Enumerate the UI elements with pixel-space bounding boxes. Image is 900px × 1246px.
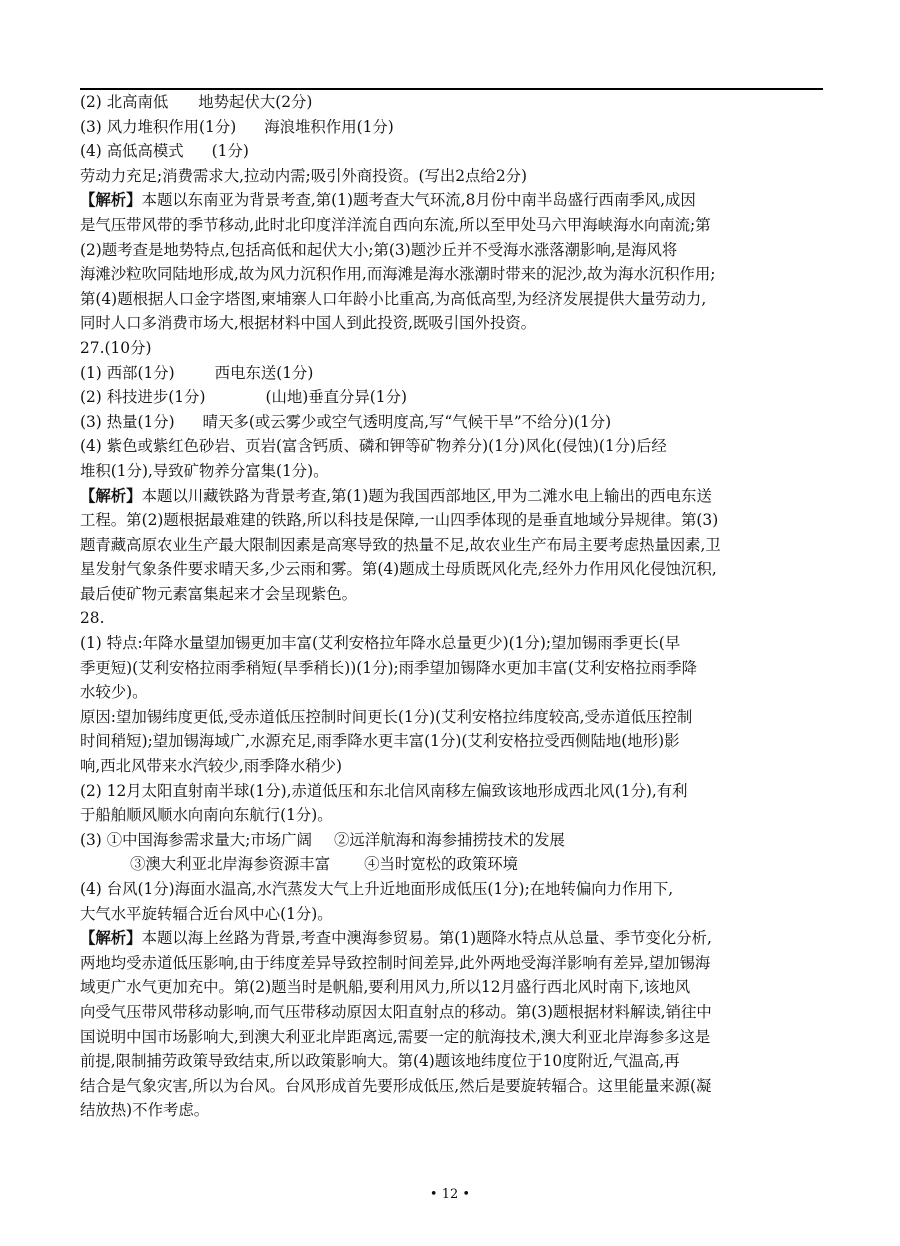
q28-analysis-line: 向受气压带风带移动影响,而气压带移动原因太阳直射点的移动。第(3)题根据材料解读,销往中	[80, 1002, 712, 1021]
q28-analysis-line: 结放热)不作考虑。	[80, 1101, 210, 1120]
q28-analysis-line: 域更广水气更加充中。第(2)题当时是帆船,要利用风力,所以12月盛行西北风时南下,该地风	[80, 978, 691, 997]
q27-answer-1: (1) 西部(1分) 西电东送(1分)	[80, 363, 314, 382]
q28-answer-1-line: 季更短)(艾利安格拉雨季稍短(旱季稍长))(1分);雨季望加锡降水更加丰富(艾利安格拉雨季降	[80, 658, 698, 677]
analysis-tag: 【解析】	[80, 486, 142, 505]
q28-answer-1-line: (1) 特点:年降水量望加锡更加丰富(艾利安格拉年降水总量更少)(1分);望加锡雨季更长(早	[80, 634, 681, 653]
page-number: • 12 •	[429, 1187, 471, 1202]
q28-answer-4-line: 大气水平旋转辐合近台风中心(1分)。	[80, 904, 333, 923]
q27-analysis-line: 星发射气象条件要求晴天多,少云雨和雾。第(4)题成土母质既风化壳,经外力作用风化侵蚀沉积,	[80, 560, 717, 579]
q28-analysis-line: 【解析】本题以海上丝路为背景,考查中澳海参贸易。第(1)题降水特点从总量、季节变化分析,	[80, 929, 712, 948]
q28-answer-3-cont: ③澳大利亚北岸海参资源丰富 ④当时宽松的政策环境	[130, 855, 519, 874]
q28-heading: 28.	[80, 609, 105, 628]
answer-document	[80, 90, 825, 1123]
q26-answer-4-detail: 劳动力充足;消费需求大,拉动内需;吸引外商投资。(写出2点给2分)	[80, 166, 528, 185]
q26-analysis-line: 【解析】本题以东南亚为背景考查,第(1)题考查大气环流,8月份中南半岛盛行西南季风,成因	[80, 191, 696, 210]
q27-heading: 27.(10分)	[80, 338, 152, 357]
q28-analysis-line: 两地均受赤道低压影响,由于纬度差异导致控制时间差异,此外两地受海洋影响有差异,望加锡海	[80, 953, 711, 972]
analysis-tag: 【解析】	[80, 191, 142, 210]
q27-analysis-line: 题青藏高原农业生产最大限制因素是高寒导致的热量不足,故农业生产布局主要考虑热量因素,卫	[80, 535, 721, 554]
q28-answer-1-line: 水较少)。	[80, 683, 148, 702]
q26-analysis-line: (2)题考查是地势特点,包括高低和起伏大小;第(3)题沙丘并不受海水涨落潮影响,是海风将	[80, 240, 678, 259]
q28-answer-1-line: 时间稍短);望加锡海域广,水源充足,雨季降水更丰富(1分)(艾利安格拉受西侧陆地(地形)影	[80, 732, 680, 751]
q26-analysis-line: 第(4)题根据人口金字塔图,柬埔寨人口年龄小比重高,为高低高型,为经济发展提供大量劳动力,	[80, 289, 707, 308]
q28-answer-2-line: (2) 12月太阳直射南半球(1分),赤道低压和东北信风南移左偏致该地形成西北风(1分),有利	[80, 781, 688, 800]
q27-analysis-line: 最后使矿物元素富集起来才会呈现紫色。	[80, 584, 358, 603]
q27-answer-3: (3) 热量(1分) 晴天多(或云雾少或空气透明度高,写“气候干旱”不给分)(1分)	[80, 412, 612, 431]
q27-answer-4-cont: 堆积(1分),导致矿物养分富集(1分)。	[80, 461, 329, 480]
q28-analysis-line: 国说明中国市场影响大,到澳大利亚北岸距离远,需要一定的航海技术,澳大利亚北岸海参多这是	[80, 1027, 711, 1046]
q26-answer-3: (3) 风力堆积作用(1分) 海浪堆积作用(1分)	[80, 117, 394, 136]
q28-answer-3: (3) ①中国海参需求量大;市场广阔 ②远洋航海和海参捕捞技术的发展	[80, 830, 565, 849]
q26-answer-2: (2) 北高南低 地势起伏大(2分)	[80, 93, 313, 111]
q28-answer-4-line: (4) 台风(1分)海面水温高,水汽蒸发大气上升近地面形成低压(1分);在地转偏向力作用下,	[80, 880, 674, 898]
q28-answer-1-line: 响,西北风带来水汽较少,雨季降水稍少)	[80, 757, 343, 776]
q28-analysis-line: 前提,限制捕劳政策导致结束,所以政策影响大。第(4)题该地纬度位于10度附近,气温高,再	[80, 1052, 680, 1071]
q27-analysis-line: 【解析】本题以川藏铁路为背景考查,第(1)题为我国西部地区,甲为二滩水电上输出的西电东送	[80, 486, 712, 505]
q26-analysis-line: 同时人口多消费市场大,根据材料中国人到此投资,既吸引国外投资。	[80, 314, 537, 333]
q27-answer-4: (4) 紫色或紫红色砂岩、页岩(富含钙质、磷和钾等矿物养分)(1分)风化(侵蚀)(1分)后经	[80, 437, 667, 456]
analysis-tag: 【解析】	[80, 929, 142, 948]
q26-answer-4: (4) 高低高模式 (1分)	[80, 142, 249, 161]
q26-analysis-line: 海滩沙粒吹同陆地形成,故为风力沉积作用,而海滩是海水涨潮时带来的泥沙,故为海水沉积作用;	[80, 265, 716, 284]
q28-analysis-line: 结合是气象灾害,所以为台风。台风形成首先要形成低压,然后是要旋转辐合。这里能量来源(凝	[80, 1076, 712, 1095]
q28-answer-1-line: 原因:望加锡纬度更低,受赤道低压控制时间更长(1分)(艾利安格拉纬度较高,受赤道低压控制	[80, 707, 693, 726]
q28-answer-2-line: 于船舶顺风顺水向南向东航行(1分)。	[80, 806, 333, 825]
q27-analysis-line: 工程。第(2)题根据最难建的铁路,所以科技是保障,一山四季体现的是垂直地域分异规律。第(3)	[80, 511, 719, 530]
q26-analysis-line: 是气压带风带的季节移动,此时北印度洋洋流自西向东流,所以至甲处马六甲海峡海水向南流;第	[80, 215, 711, 234]
q27-answer-2: (2) 科技进步(1分) (山地)垂直分异(1分)	[80, 388, 407, 407]
